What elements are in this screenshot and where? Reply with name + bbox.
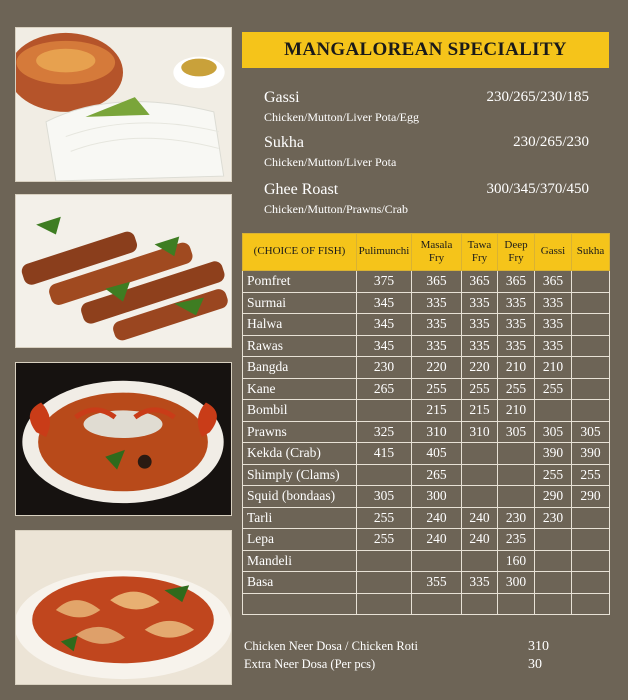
price-cell: 345 <box>357 314 412 336</box>
column-header-masala-fry: Masala Fry <box>412 234 462 271</box>
price-cell: 215 <box>462 400 498 422</box>
dish-sukha <box>264 134 589 170</box>
dish-variants: Chicken/Mutton/Liver Pota <box>264 155 397 169</box>
price-cell: 310 <box>412 421 462 443</box>
fish-name-cell <box>243 486 357 508</box>
photo-fish-fry <box>15 194 232 348</box>
price-cell <box>412 593 462 615</box>
price-cell <box>572 314 610 336</box>
price-cell: 335 <box>462 314 498 336</box>
dish-name: Sukha <box>264 134 304 151</box>
price-cell: 405 <box>412 443 462 465</box>
fish-name: Mandeli <box>247 552 292 568</box>
fish-price-table <box>242 233 610 615</box>
price-cell: 220 <box>412 357 462 379</box>
price-cell: 210 <box>535 357 572 379</box>
table-row <box>243 421 610 443</box>
fish-name: Halwa <box>247 316 283 332</box>
price-cell: 255 <box>572 464 610 486</box>
price-cell: 355 <box>412 572 462 594</box>
table-row <box>243 357 610 379</box>
price-cell: 375 <box>357 271 412 293</box>
fish-name-cell <box>243 529 357 551</box>
price-cell <box>535 529 572 551</box>
table-body <box>243 271 610 615</box>
price-cell <box>535 400 572 422</box>
fish-name-cell <box>243 550 357 572</box>
price-cell: 390 <box>535 443 572 465</box>
fish-name: Shimply (Clams) <box>247 466 340 482</box>
crab-curry-illustration <box>16 363 231 515</box>
table-header-row <box>243 234 610 271</box>
price-cell <box>357 593 412 615</box>
photo-crab-curry <box>15 362 232 516</box>
price-cell <box>572 593 610 615</box>
price-cell <box>498 443 535 465</box>
price-cell: 335 <box>535 335 572 357</box>
price-cell: 310 <box>462 421 498 443</box>
price-cell: 240 <box>412 529 462 551</box>
table-row <box>243 593 610 615</box>
price-cell: 230 <box>535 507 572 529</box>
price-cell: 255 <box>357 529 412 551</box>
price-cell: 210 <box>498 400 535 422</box>
fish-name: Surmai <box>247 294 286 310</box>
fish-name: Rawas <box>247 337 283 353</box>
price-cell: 230 <box>357 357 412 379</box>
dish-name: Gassi <box>264 89 300 106</box>
fish-name: Bombil <box>247 402 288 418</box>
price-cell: 305 <box>572 421 610 443</box>
table-row <box>243 378 610 400</box>
price-cell: 305 <box>535 421 572 443</box>
fish-name-cell <box>243 593 357 615</box>
price-cell: 160 <box>498 550 535 572</box>
price-cell <box>572 335 610 357</box>
price-cell: 335 <box>462 292 498 314</box>
price-cell: 325 <box>357 421 412 443</box>
dish-variants: Chicken/Mutton/Prawns/Crab <box>264 202 408 216</box>
price-cell: 300 <box>412 486 462 508</box>
fish-name-cell <box>243 572 357 594</box>
table-row <box>243 486 610 508</box>
price-cell <box>572 550 610 572</box>
price-cell <box>535 572 572 594</box>
extra-price: 310 <box>528 639 549 654</box>
price-cell: 335 <box>412 292 462 314</box>
price-cell: 230 <box>498 507 535 529</box>
column-header-tawa-fry: Tawa Fry <box>462 234 498 271</box>
fish-name-cell <box>243 314 357 336</box>
fish-name-cell <box>243 271 357 293</box>
table-row <box>243 529 610 551</box>
price-cell: 300 <box>498 572 535 594</box>
price-cell <box>572 271 610 293</box>
price-cell: 220 <box>462 357 498 379</box>
extra-name: Extra Neer Dosa (Per pcs) <box>244 657 376 671</box>
fish-name-cell <box>243 292 357 314</box>
price-cell: 255 <box>535 378 572 400</box>
table-row <box>243 271 610 293</box>
price-cell: 415 <box>357 443 412 465</box>
price-cell <box>572 529 610 551</box>
price-cell <box>572 357 610 379</box>
table-row <box>243 443 610 465</box>
price-cell: 335 <box>535 292 572 314</box>
price-cell <box>412 550 462 572</box>
table-row <box>243 292 610 314</box>
price-cell <box>498 593 535 615</box>
extra-name: Chicken Neer Dosa / Chicken Roti <box>244 639 418 653</box>
neer-dosa-illustration <box>16 28 231 181</box>
dish-ghee-roast <box>264 181 589 217</box>
dish-variants: Chicken/Mutton/Liver Pota/Egg <box>264 110 419 124</box>
price-cell: 335 <box>535 314 572 336</box>
price-cell <box>572 507 610 529</box>
price-cell: 345 <box>357 292 412 314</box>
dish-name: Ghee Roast <box>264 181 339 198</box>
price-cell: 365 <box>535 271 572 293</box>
price-cell <box>462 486 498 508</box>
price-cell <box>572 400 610 422</box>
price-cell: 265 <box>412 464 462 486</box>
fish-name: Basa <box>247 574 274 590</box>
fish-name-cell <box>243 443 357 465</box>
table-row <box>243 400 610 422</box>
price-cell: 255 <box>412 378 462 400</box>
extra-price: 30 <box>528 657 542 672</box>
fish-name: Squid (bondaas) <box>247 488 336 504</box>
price-cell: 305 <box>357 486 412 508</box>
dish-price: 230/265/230/185 <box>486 89 589 105</box>
price-cell <box>535 550 572 572</box>
table-row <box>243 464 610 486</box>
price-cell: 290 <box>535 486 572 508</box>
price-cell: 240 <box>412 507 462 529</box>
table-row <box>243 550 610 572</box>
photo-neer-dosa <box>15 27 232 182</box>
price-cell: 335 <box>498 335 535 357</box>
fish-name-cell <box>243 378 357 400</box>
price-cell: 235 <box>498 529 535 551</box>
dish-gassi <box>264 89 589 125</box>
price-cell: 345 <box>357 335 412 357</box>
price-cell: 390 <box>572 443 610 465</box>
price-cell: 240 <box>462 507 498 529</box>
fish-name: Prawns <box>247 423 287 439</box>
price-cell <box>498 464 535 486</box>
price-cell <box>572 292 610 314</box>
price-cell <box>357 464 412 486</box>
price-cell: 335 <box>462 572 498 594</box>
price-cell: 335 <box>462 335 498 357</box>
fish-name: Tarli <box>247 509 273 525</box>
price-cell: 210 <box>498 357 535 379</box>
dish-price: 300/345/370/450 <box>486 181 589 197</box>
price-cell: 365 <box>412 271 462 293</box>
price-cell <box>462 550 498 572</box>
price-cell: 335 <box>412 335 462 357</box>
extra-item <box>244 639 549 654</box>
fish-name: Kane <box>247 380 276 396</box>
price-cell: 255 <box>535 464 572 486</box>
fish-name: Pomfret <box>247 273 291 289</box>
price-cell: 255 <box>357 507 412 529</box>
photo-prawn-masala <box>15 530 232 685</box>
price-cell: 290 <box>572 486 610 508</box>
table-row <box>243 507 610 529</box>
column-header-pulimunchi: Pulimunchi <box>357 234 412 271</box>
price-cell: 305 <box>498 421 535 443</box>
fish-name: Kekda (Crab) <box>247 445 321 461</box>
table-row <box>243 335 610 357</box>
fish-name-cell <box>243 464 357 486</box>
price-cell: 335 <box>498 314 535 336</box>
section-title: MANGALOREAN SPECIALITY <box>242 32 609 68</box>
fish-name-cell <box>243 400 357 422</box>
price-cell <box>498 486 535 508</box>
table-row <box>243 572 610 594</box>
price-cell <box>357 400 412 422</box>
fish-name-cell <box>243 335 357 357</box>
column-header-gassi: Gassi <box>535 234 572 271</box>
price-cell <box>357 572 412 594</box>
price-cell: 240 <box>462 529 498 551</box>
extra-item <box>244 657 542 672</box>
fish-name: Lepa <box>247 531 274 547</box>
price-cell: 265 <box>357 378 412 400</box>
price-cell <box>357 550 412 572</box>
fish-name-cell <box>243 357 357 379</box>
prawn-masala-illustration <box>16 531 231 684</box>
price-cell <box>572 572 610 594</box>
table-row <box>243 314 610 336</box>
price-cell: 335 <box>498 292 535 314</box>
price-cell <box>572 378 610 400</box>
column-header-deep-fry: Deep Fry <box>498 234 535 271</box>
price-cell: 335 <box>412 314 462 336</box>
price-cell <box>462 593 498 615</box>
price-cell: 365 <box>462 271 498 293</box>
price-cell <box>535 593 572 615</box>
fish-name: Bangda <box>247 359 289 375</box>
price-cell: 215 <box>412 400 462 422</box>
price-cell <box>462 443 498 465</box>
fish-name-cell <box>243 507 357 529</box>
column-header-fish: (CHOICE OF FISH) <box>243 234 357 271</box>
fish-name-cell <box>243 421 357 443</box>
price-cell: 255 <box>498 378 535 400</box>
price-cell: 365 <box>498 271 535 293</box>
price-cell <box>462 464 498 486</box>
price-cell: 255 <box>462 378 498 400</box>
column-header-sukha: Sukha <box>572 234 610 271</box>
dish-price: 230/265/230 <box>513 134 589 150</box>
fish-fry-illustration <box>16 195 231 347</box>
